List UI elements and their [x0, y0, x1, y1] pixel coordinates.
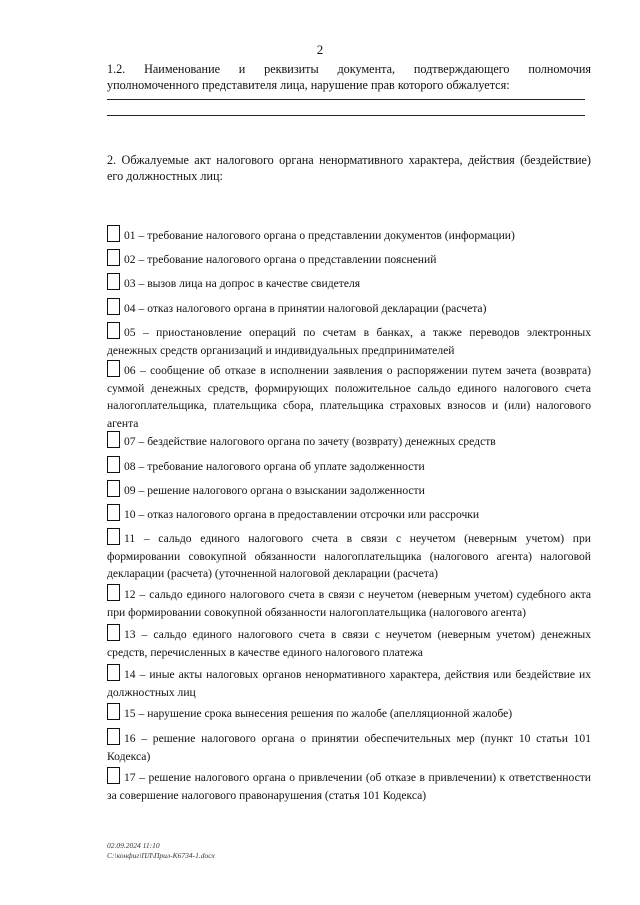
option-04: [107, 298, 591, 318]
checkbox[interactable]: [107, 664, 120, 681]
option-03: [107, 273, 591, 293]
option-label: 03 – вызов лица на допрос в качестве свидетеля: [124, 277, 361, 290]
option-label: 06 – сообщение об отказе в исполнении заявления о распоряжении путем зачета (возврата) суммой денежных средств, формирующих положительное сальдо единого налогового счета налогоплательщика, плательщика сбора, плательщика страховых взносов и (или) налогового агента: [107, 364, 591, 430]
option-14: [107, 664, 591, 701]
option-label: 08 – требование налогового органа об уплате задолженности: [124, 460, 425, 473]
section-1-2-text: 1.2. Наименование и реквизиты документа, подтверждающего полномочия уполномоченного представителя лица, нарушение прав которого обжалуется:: [107, 62, 591, 92]
option-15: [107, 703, 591, 723]
option-11: [107, 528, 591, 583]
option-label: 16 – решение налогового органа о принятии обеспечительных мер (пункт 10 статьи 101 Кодекса): [107, 732, 591, 763]
checkbox[interactable]: [107, 624, 120, 641]
option-label: 17 – решение налогового органа о привлечении (об отказе в привлечении) к ответственности за совершение налогового правонарушения (статья 101 Кодекса): [107, 771, 591, 802]
checkbox[interactable]: [107, 480, 120, 497]
option-09: [107, 480, 591, 500]
option-label: 11 – сальдо единого налогового счета в связи с неучетом (неверным учетом) при формировании совокупной обязанности налогоплательщика (налогового агента) налоговой декларации (расчета) (уточненной налоговой декларации (расчета): [107, 532, 591, 580]
footer-file-path: С:\конфиг\ПЛ\Прил-К6734-1.docx: [107, 851, 215, 860]
checkbox[interactable]: [107, 528, 120, 545]
checkbox[interactable]: [107, 225, 120, 242]
checkbox[interactable]: [107, 584, 120, 601]
option-02: [107, 249, 591, 269]
option-17: [107, 767, 591, 804]
option-label: 01 – требование налогового органа о представлении документов (информации): [124, 229, 515, 242]
option-label: 10 – отказ налогового органа в предоставлении отсрочки или рассрочки: [124, 508, 480, 521]
checkbox[interactable]: [107, 703, 120, 720]
checkbox[interactable]: [107, 504, 120, 521]
checkbox[interactable]: [107, 298, 120, 315]
option-12: [107, 584, 591, 621]
checkbox[interactable]: [107, 273, 120, 290]
section-2-text: 2. Обжалуемые акт налогового органа ненормативного характера, действия (бездействие) его должностных лиц:: [107, 153, 591, 183]
option-08: [107, 456, 591, 476]
checkbox[interactable]: [107, 767, 120, 784]
option-06: [107, 360, 591, 432]
checkbox[interactable]: [107, 249, 120, 266]
option-16: [107, 728, 591, 765]
option-label: 04 – отказ налогового органа в принятии налоговой декларации (расчета): [124, 302, 487, 315]
checkbox[interactable]: [107, 360, 120, 377]
checkbox[interactable]: [107, 728, 120, 745]
checkbox[interactable]: [107, 456, 120, 473]
option-01: [107, 225, 591, 245]
footer-date: 02.09.2024 11:10: [107, 841, 160, 850]
option-label: 02 – требование налогового органа о представлении пояснений: [124, 253, 437, 266]
option-label: 05 – приостановление операций по счетам в банках, а также переводов электронных денежных средств организаций и индивидуальных предпринимателей: [107, 326, 591, 357]
checkbox[interactable]: [107, 431, 120, 448]
option-label: 12 – сальдо единого налогового счета в связи с неучетом (неверным учетом) судебного акта при формировании совокупной обязанности налогоплательщика (налогового агента): [107, 588, 591, 619]
option-label: 07 – бездействие налогового органа по зачету (возврату) денежных средств: [124, 435, 496, 448]
fill-line: [107, 115, 585, 116]
option-13: [107, 624, 591, 661]
option-05: [107, 322, 591, 359]
option-07: [107, 431, 591, 451]
page-number: 2: [316, 42, 324, 57]
option-10: [107, 504, 591, 524]
option-label: 15 – нарушение срока вынесения решения по жалобе (апелляционной жалобе): [124, 707, 513, 720]
fill-line: [107, 99, 585, 100]
option-label: 14 – иные акты налоговых органов ненормативного характера, действия или бездействие их должностных лиц: [107, 668, 591, 699]
checkbox[interactable]: [107, 322, 120, 339]
option-label: 09 – решение налогового органа о взыскании задолженности: [124, 484, 425, 497]
option-label: 13 – сальдо единого налогового счета в связи с неучетом (неверным учетом) денежных средств, перечисленных в качестве единого налогового платежа: [107, 628, 591, 659]
